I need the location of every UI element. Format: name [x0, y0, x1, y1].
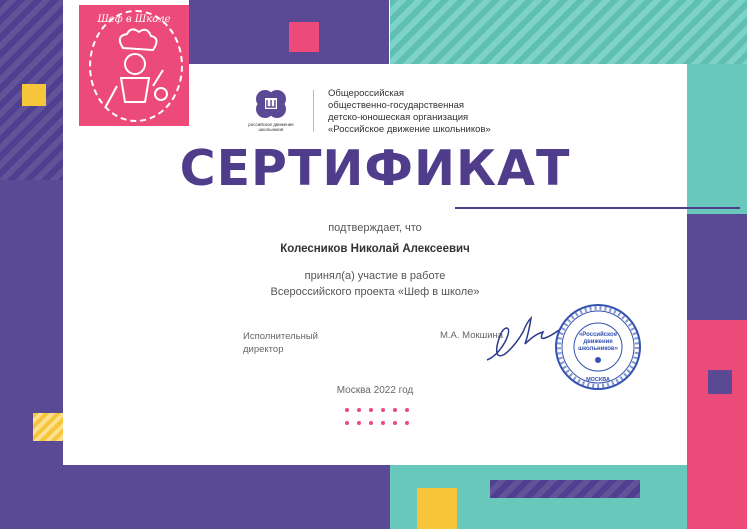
- logo-caption: российское движение школьников: [248, 122, 294, 132]
- bg-top-right-teal: [390, 0, 747, 64]
- signature: [483, 308, 563, 372]
- yellow-square-left: [22, 84, 46, 106]
- participation-text: принял(а) участие в работе: [304, 270, 446, 282]
- org-line-4: «Российское движение школьников»: [328, 124, 491, 135]
- bg-right-purple: [687, 214, 747, 320]
- position-line-2: директор: [243, 344, 284, 355]
- recipient-name: Колесников Николай Алексеевич: [280, 243, 470, 255]
- org-line-2: общественно-государственная: [328, 100, 465, 111]
- org-line-1: Общероссийская: [328, 88, 405, 99]
- place-year: Москва 2022 год: [336, 385, 414, 396]
- stamp-text-2: движение: [583, 339, 613, 345]
- stamp-center-text: [573, 332, 623, 353]
- badge-title: Шеф в Школе: [97, 14, 171, 25]
- bg-bottom-purple: [0, 465, 390, 529]
- title-underline: [455, 207, 740, 209]
- signatory-position: [243, 330, 318, 356]
- chef-icon: [95, 28, 175, 118]
- rdsh-logo-icon: [253, 87, 289, 121]
- project-text: Всероссийского проекта «Шеф в школе»: [270, 286, 480, 298]
- bg-right-pink: [687, 320, 747, 529]
- bg-right-teal: [687, 64, 747, 214]
- confirms-text: подтверждает, что: [328, 222, 422, 234]
- stamp-text-3: школьников»: [578, 346, 618, 352]
- certificate-title: СЕРТИФИКАТ: [179, 140, 571, 197]
- bg-bottom-right-stripes: [490, 480, 640, 498]
- stamp-text-1: «Российское: [578, 332, 618, 338]
- pink-square-top: [289, 22, 319, 52]
- yellow-square-bottom: [417, 488, 457, 529]
- org-line-3: детско-юношеская организация: [328, 112, 469, 123]
- signatory-name: М.А. Мокшина: [440, 330, 504, 341]
- purple-square-right: [708, 370, 732, 394]
- organization-name: [328, 88, 491, 136]
- dots-decoration: [345, 408, 417, 425]
- stamp-city: МОСКВА: [586, 377, 610, 383]
- logo-divider: [313, 90, 314, 132]
- position-line-1: Исполнительный: [243, 331, 318, 342]
